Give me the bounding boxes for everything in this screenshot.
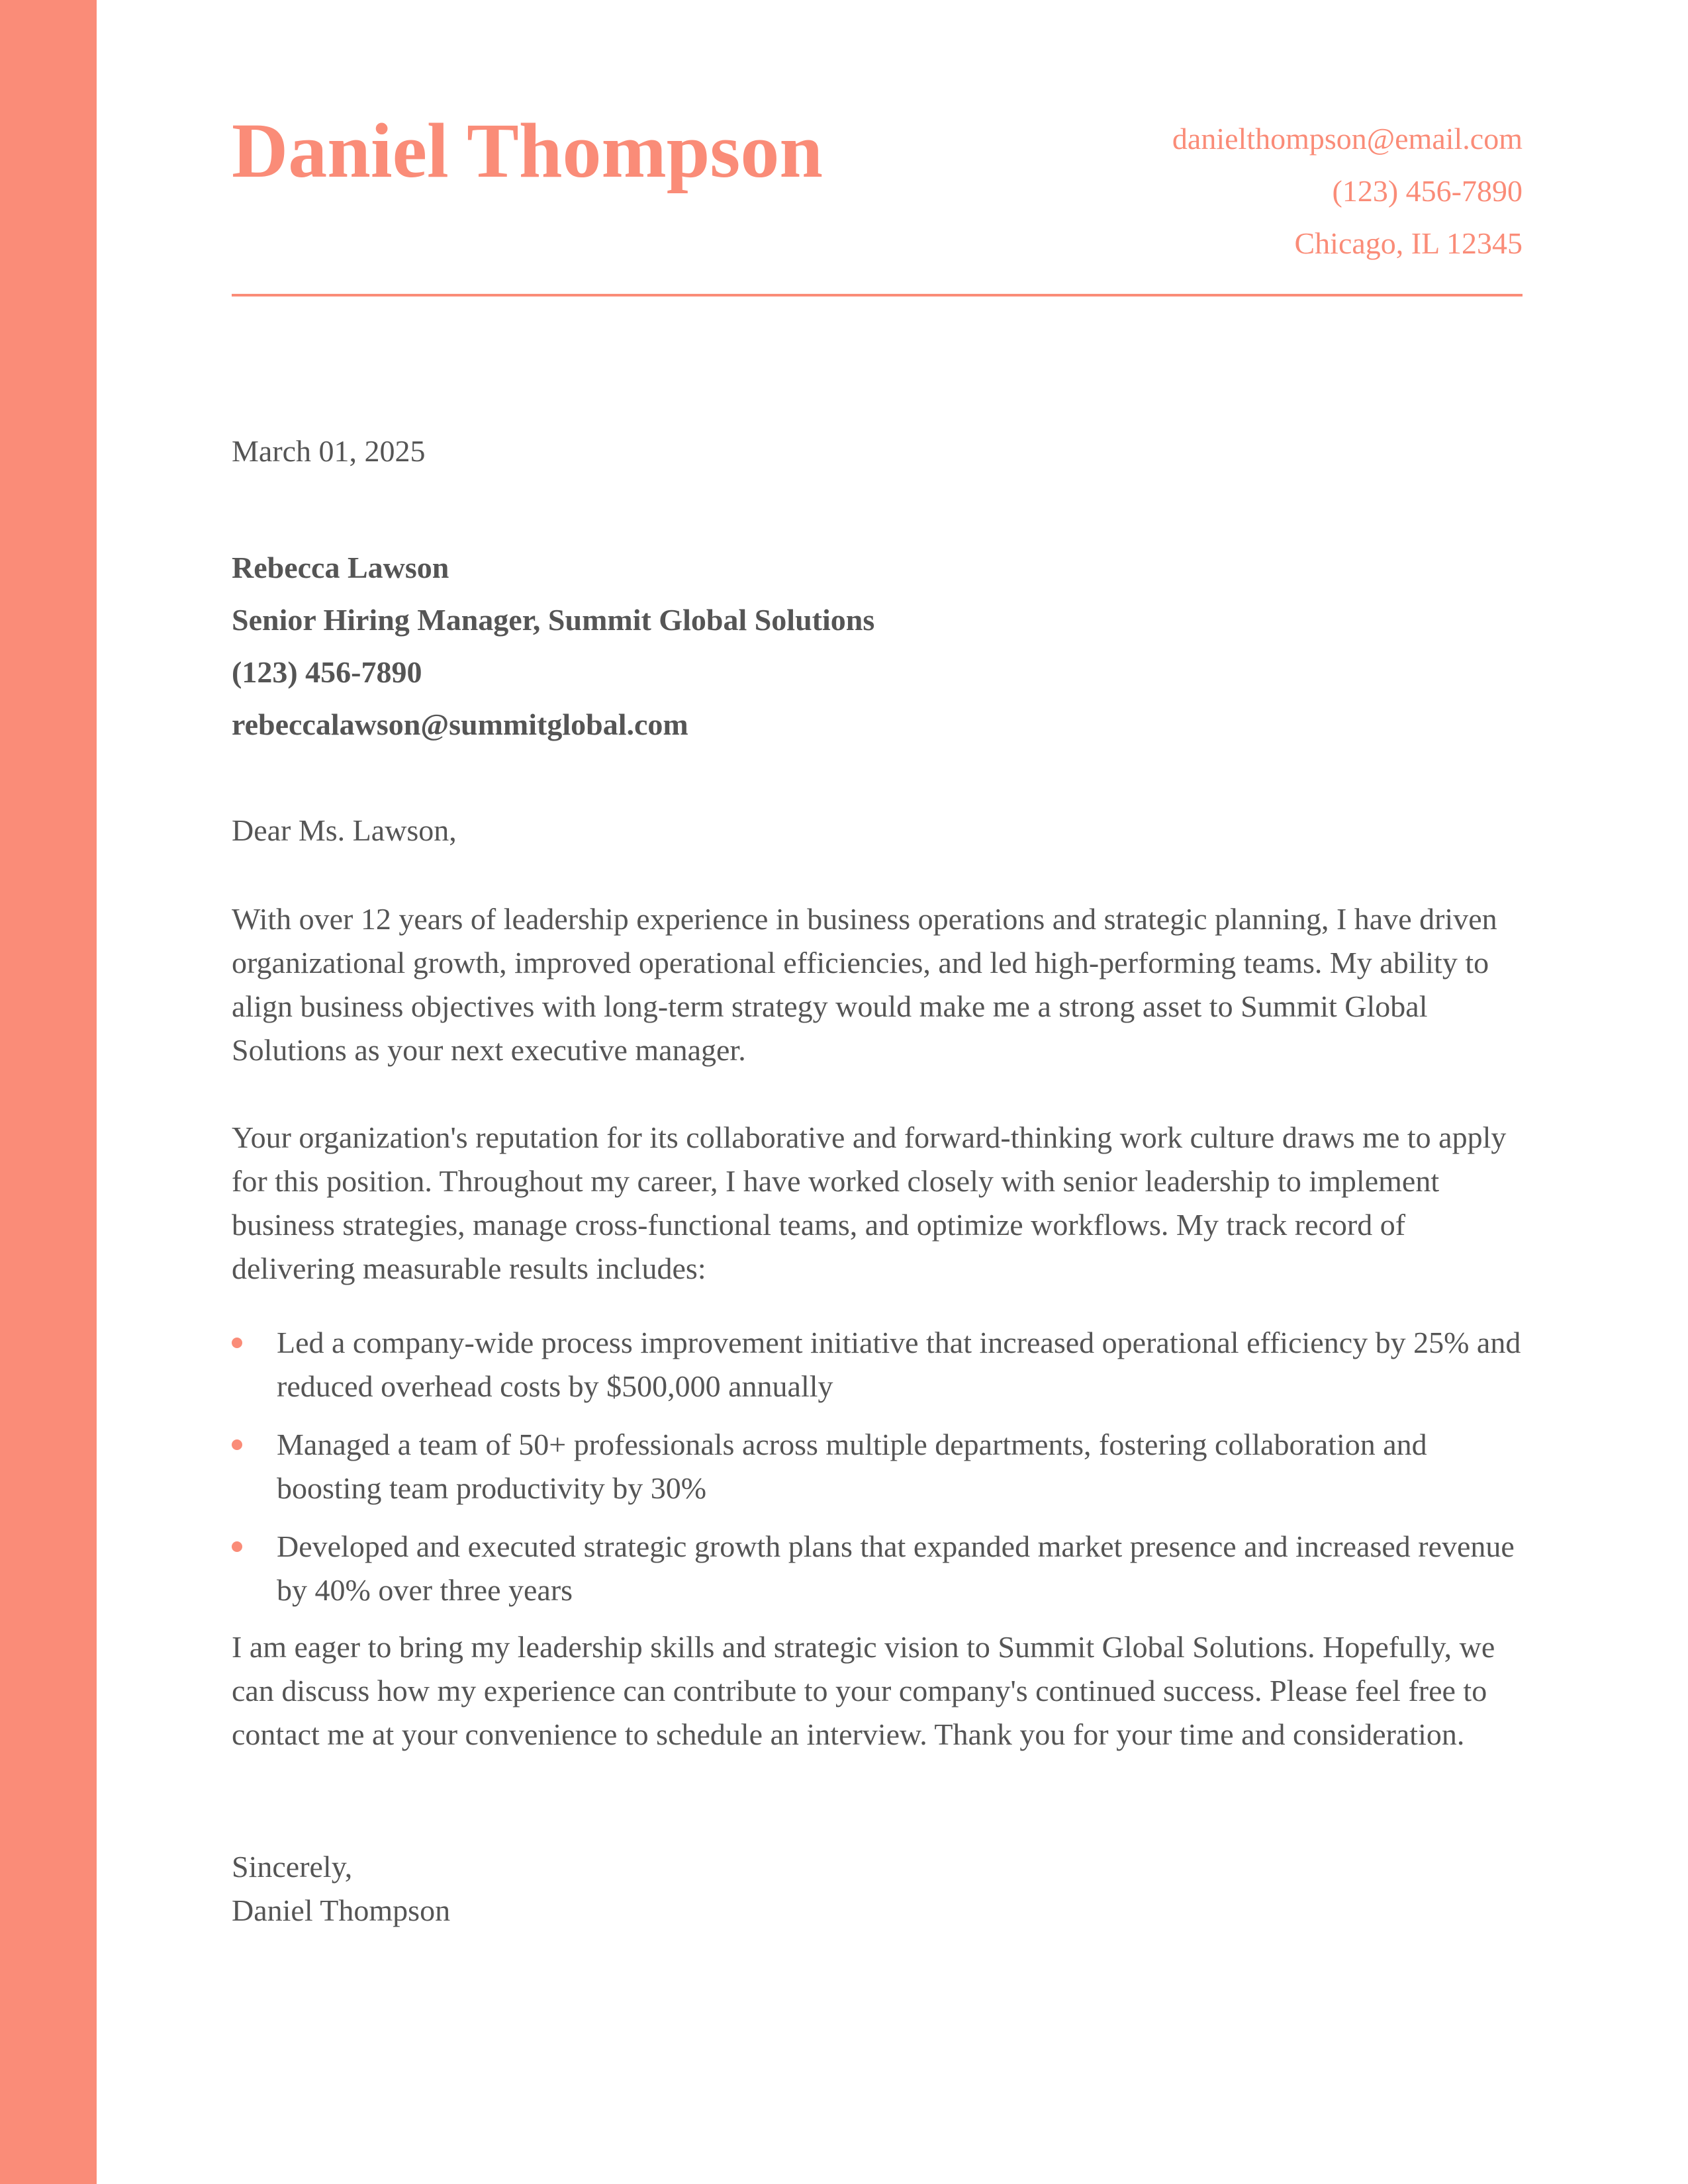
recipient-block [232,541,874,751]
sender-phone: (123) 456-7890 [1332,174,1523,208]
body-paragraph-experience: Your organization's reputation for its collaborative and forward-thinking work culture draws me to apply for this position. Throughout my career, I have worked closely with senior leadership to implement business strategies, manage cross-functional teams, and optimize workflows. My track record of delivering measurable results includes: [232,1120,1507,1285]
list-item [232,1423,1523,1510]
achievement-text: Developed and executed strategic growth plans that expanded market presence and increased revenue by 40% over three years [277,1529,1515,1607]
valediction: Sincerely, [232,1850,353,1884]
list-item [232,1525,1523,1612]
recipient-phone: (123) 456-7890 [232,655,422,689]
header-divider [232,294,1523,296]
achievement-text: Led a company-wide process improvement initiative that increased operational efficiency by 25% and reduced overhead costs by $500,000 annually [277,1326,1521,1403]
bullet-dot-icon [232,1439,242,1450]
sender-email: danielthompson@email.com [1172,122,1523,156]
recipient-title: Senior Hiring Manager, Summit Global Solutions [232,603,875,637]
letter-closing [232,1845,450,1933]
achievement-text: Managed a team of 50+ professionals across multiple departments, fostering collaboration and boosting team productivity by 30% [277,1428,1427,1505]
recipient-name: Rebecca Lawson [232,551,449,584]
bullet-dot-icon [232,1541,242,1552]
list-item [232,1321,1523,1408]
cover-letter-page [232,0,1523,1927]
sender-contact [1172,113,1523,269]
recipient-email: rebeccalawson@summitglobal.com [232,707,688,741]
letter-header [232,0,1523,298]
sender-location: Chicago, IL 12345 [1294,226,1523,260]
letter-date: March 01, 2025 [232,434,426,468]
signature-name: Daniel Thompson [232,1893,451,1927]
body-paragraph-intro: With over 12 years of leadership experience in business operations and strategic planning, I have driven organizational growth, improved operational efficiencies, and led high-performing teams. My ability to align business objectives with long-term strategy would make me a strong asset to Summit Global Solutions as your next executive manager. [232,902,1497,1067]
accent-side-bar [0,0,97,2184]
achievements-list [232,1321,1523,1627]
bullet-dot-icon [232,1338,242,1348]
salutation: Dear Ms. Lawson, [232,813,457,847]
sender-name: Daniel Thompson [232,107,823,194]
body-paragraph-closing: I am eager to bring my leadership skills and strategic vision to Summit Global Solutions. Hopefully, we can discuss how my experience can contribute to your company's continued success. Please feel free to contact me at your convenience to schedule an interview. Thank you for your time and consideration. [232,1630,1495,1751]
